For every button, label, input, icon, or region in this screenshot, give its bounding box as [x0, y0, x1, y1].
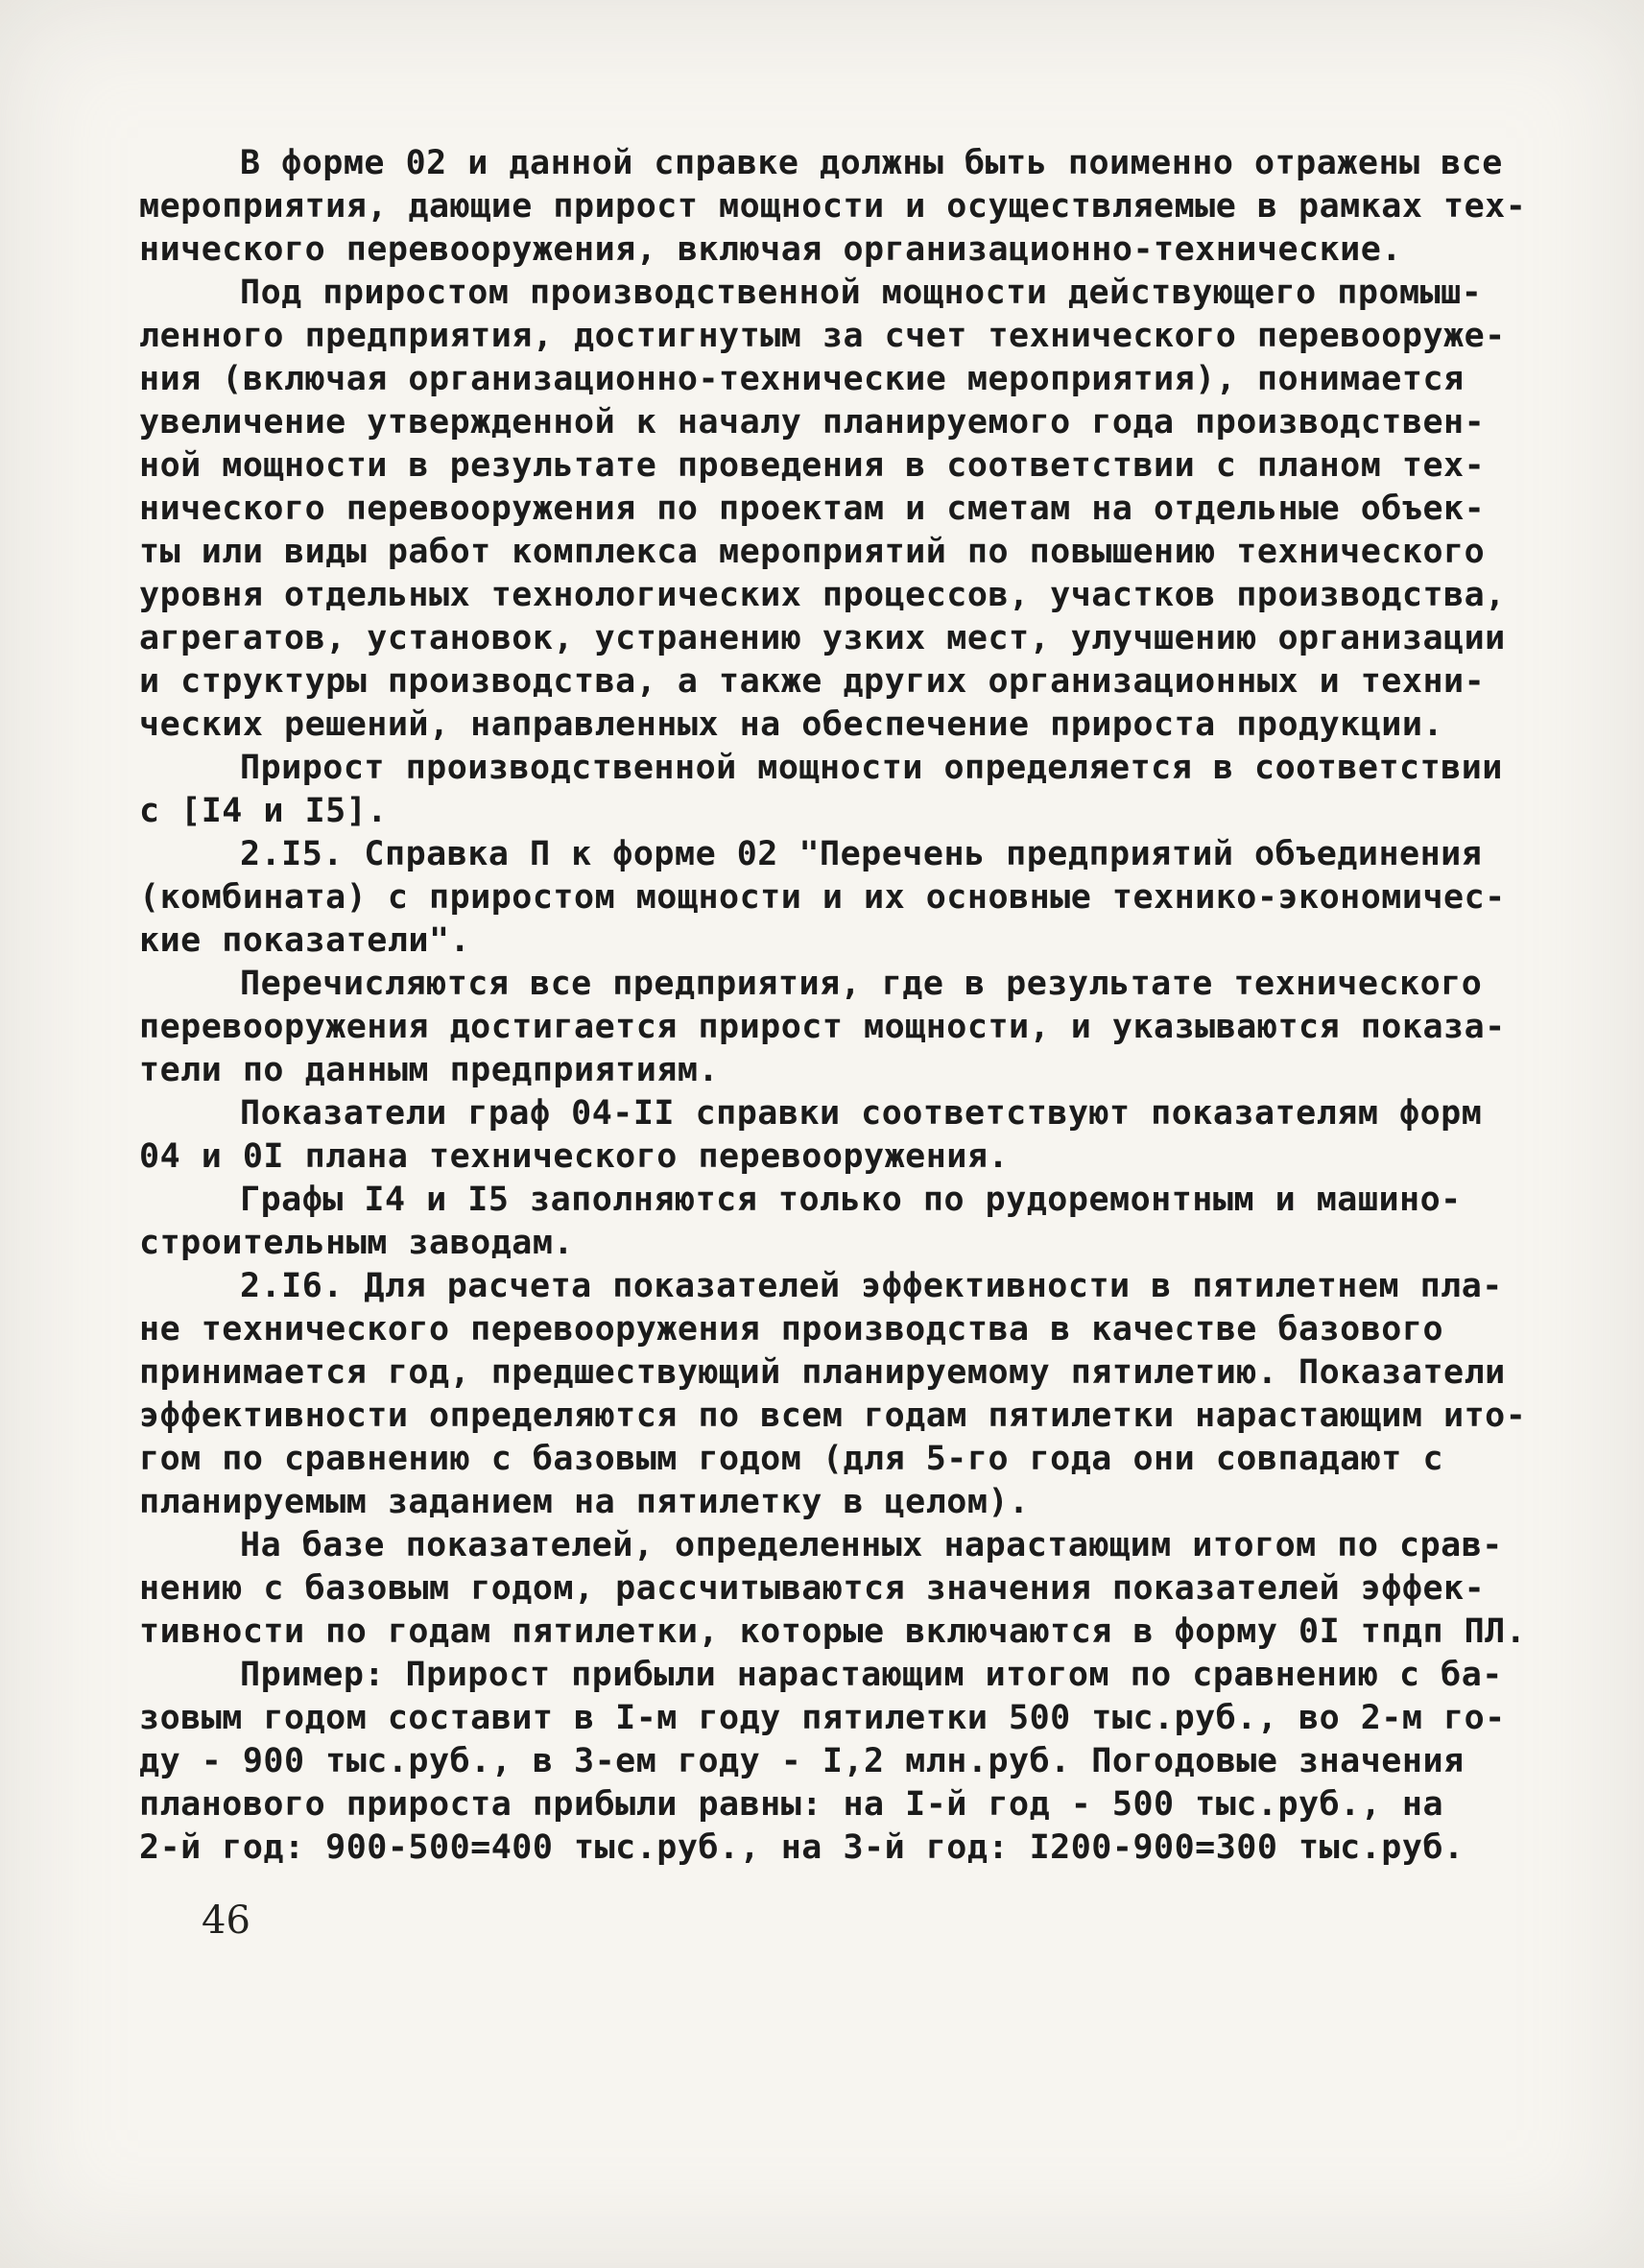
text-line: не технического перевооружения производства в качестве базового — [139, 1310, 1444, 1349]
text-line: уровня отдельных технологических процессов, участков производства, — [139, 576, 1506, 614]
text-line: планового прироста прибыли равны: на I-й год - 500 тыс.руб., на — [139, 1785, 1444, 1824]
text-line: Графы I4 и I5 заполняются только по рудоремонтным и машино- — [240, 1181, 1462, 1219]
text-line: тивности по годам пятилетки, которые включаются в форму 0I тпдп ПЛ. — [139, 1612, 1527, 1651]
text-line: зовым годом составит в I-м году пятилетки 500 тыс.руб., во 2-м го- — [139, 1699, 1506, 1737]
text-line: ленного предприятия, достигнутым за счет технического перевооруже- — [139, 317, 1506, 355]
page-number: 46 — [202, 1898, 250, 1943]
text-line: с [I4 и I5]. — [139, 792, 388, 830]
text-line: ния (включая организационно-технические мероприятия), понимается — [139, 360, 1465, 398]
text-line: В форме 02 и данной справке должны быть поименно отражены все — [240, 144, 1503, 182]
text-line: ду - 900 тыс.руб., в 3-ем году - I,2 млн.руб. Погодовые значения — [139, 1742, 1465, 1780]
text-line: ты или виды работ комплекса мероприятий по повышению технического — [139, 533, 1486, 571]
text-line: Прирост производственной мощности определяется в соответствии — [240, 749, 1503, 787]
text-line: Перечисляются все предприятия, где в результате технического — [240, 965, 1483, 1003]
text-line: нического перевооружения по проектам и сметам на отдельные объек- — [139, 489, 1486, 528]
text-line: строительным заводам. — [139, 1224, 575, 1262]
text-line: нению с базовым годом, рассчитываются значения показателей эффек- — [139, 1569, 1486, 1608]
text-line: тели по данным предприятиям. — [139, 1051, 720, 1089]
text-line: агрегатов, установок, устранению узких мест, улучшению организации — [139, 619, 1506, 657]
text-line: (комбината) с приростом мощности и их основные технико-экономичес- — [139, 878, 1506, 917]
text-line: Под приростом производственной мощности действующего промыш- — [240, 274, 1483, 312]
text-line: увеличение утвержденной к началу планируемого года производствен- — [139, 403, 1486, 442]
text-line: планируемым заданием на пятилетку в целом). — [139, 1483, 1030, 1521]
text-line: 2-й год: 900-500=400 тыс.руб., на 3-й год: I200-900=300 тыс.руб. — [139, 1828, 1465, 1867]
text-line: ной мощности в результате проведения в соответствии с планом тех- — [139, 446, 1486, 485]
text-line: гом по сравнению с базовым годом (для 5-го года они совпадают с — [139, 1440, 1444, 1478]
text-line: нического перевооружения, включая организационно-технические. — [139, 230, 1402, 269]
text-line: Пример: Прирост прибыли нарастающим итогом по сравнению с ба- — [240, 1656, 1503, 1694]
text-line: 2.I6. Для расчета показателей эффективности в пятилетнем пла- — [240, 1267, 1503, 1305]
text-line: кие показатели". — [139, 921, 471, 960]
text-block — [139, 142, 1529, 1870]
text-line: эффективности определяются по всем годам пятилетки нарастающим ито- — [139, 1397, 1527, 1435]
text-line: 2.I5. Справка П к форме 02 "Перечень предприятий объединения — [240, 835, 1483, 873]
text-line: Показатели граф 04-II справки соответствуют показателям форм — [240, 1094, 1483, 1133]
text-line: принимается год, предшествующий планируемому пятилетию. Показатели — [139, 1353, 1506, 1392]
text-line: перевооружения достигается прирост мощности, и указываются показа- — [139, 1008, 1506, 1046]
text-line: На базе показателей, определенных нарастающим итогом по срав- — [240, 1526, 1503, 1564]
text-line: 04 и 0I плана технического перевооружения. — [139, 1137, 1010, 1176]
text-line: мероприятия, дающие прирост мощности и осуществляемые в рамках тех- — [139, 187, 1527, 226]
text-line: ческих решений, направленных на обеспечение прироста продукции. — [139, 705, 1444, 744]
text-line: и структуры производства, а также других организационных и техни- — [139, 662, 1486, 701]
